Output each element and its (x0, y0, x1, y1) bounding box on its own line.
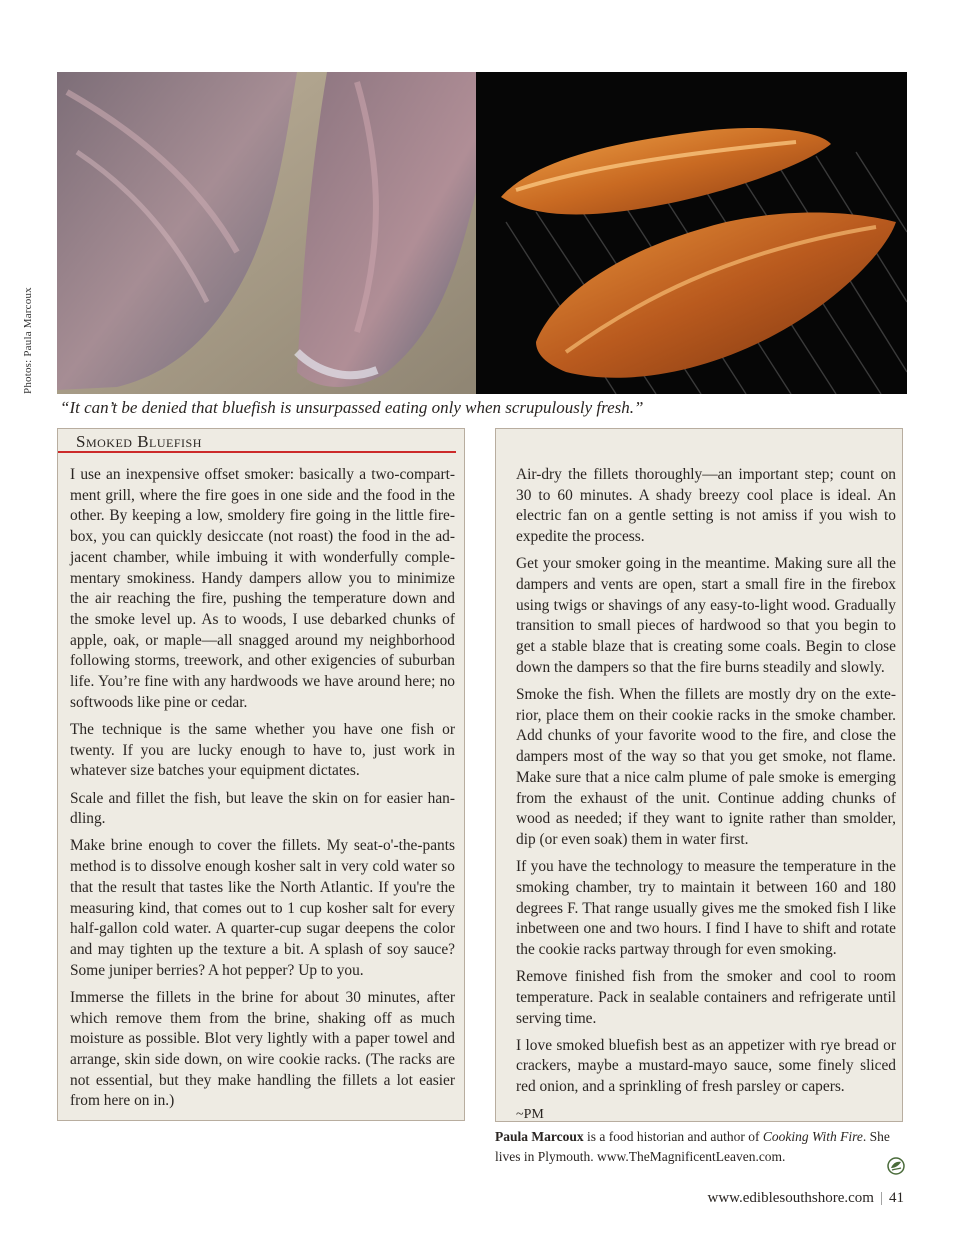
author-signoff: ~PM (516, 1107, 544, 1122)
smoked-bluefish-fillets-photo (476, 72, 907, 394)
book-title: Cooking With Fire (762, 1129, 863, 1144)
paragraph: Get your smoker going in the meantime. Making sure all the dampers and vents are open, start a small fire in the firebox using twigs or shavings of any easy-to-light wood. Gradually transition to small pieces of hardwood so that you begin to get a stable blaze that is creating some coals. Begin to close down the dampers so that the fire burns steadily and slowly. (516, 555, 896, 676)
author-name: Paula Marcoux (495, 1129, 584, 1144)
bio-text: is a food historian and author of (583, 1129, 763, 1144)
photo-credit: Photos: Paula Marcoux (22, 287, 34, 394)
recipe-title: Smoked Bluefish (76, 432, 202, 451)
pull-quote: “It can’t be denied that bluefish is unsurpassed eating only when scrupulously fresh.” (60, 398, 644, 417)
paragraph: Air-dry the fillets thoroughly—an important step; count on 30 to 60 minutes. A shady breezy cool place is ideal. An electric fan on a gentle setting is not amiss if you wish to expedite the process. (516, 466, 896, 546)
paragraph: Smoke the fish. When the fillets are mostly dry on the exte- rior, place them on their cookie racks in the smoke chamber. Add chunks of your favorite wood to the fire, and close the dampers most of the way so that you get smoke, not flame. Make sure that a nice calm plume of pale smoke is emerging from the exhaust of the unit. Continue adding chunks of wood as needed; if they want to ignite rather than smolder, dip (or even soak) them in water first. (516, 686, 896, 848)
footer-separator: | (879, 1190, 883, 1206)
paragraph: I love smoked bluefish best as an appetizer with rye bread or crackers, maybe a mustard-mayo sauce, some finely sliced red onion, and a sprinkling of fresh parsley or capers. (516, 1036, 896, 1096)
paragraph: Immerse the fillets in the brine for about 30 minutes, after which remove them from the brine, shaking off as much moisture as possible. Blot very lightly with a paper towel and arrange, skin side down, on wire cookie racks. (The racks are not essential, but they make handling the fillets a lot easier from here on in.) (70, 988, 455, 1110)
paragraph: The technique is the same whether you have one fish or twenty. If you are lucky enough to have to, just work in whatever size batches your equipment dictates. (70, 720, 455, 780)
paragraph: Scale and fillet the fish, but leave the skin on for easier han- dling. (70, 789, 455, 828)
recipe-column-left (70, 465, 455, 1119)
page-footer (707, 1190, 904, 1207)
page-number: 41 (889, 1190, 904, 1206)
magazine-logo-icon (887, 1157, 905, 1175)
author-bio (495, 1127, 905, 1167)
footer-url[interactable]: www.ediblesouthshore.com (707, 1190, 874, 1206)
paragraph: Remove finished fish from the smoker and cool to room temperature. Pack in sealable containers and refrigerate until serving time. (516, 968, 896, 1027)
paragraph: I use an inexpensive offset smoker: basically a two-compart- ment grill, where the fire goes in one side and the food in the other. By keeping a low, smoldery fire going in the little fire- box, you can quickly desiccate (not roast) the food in the ad- jacent chamber, while imbuing it with wonderfully comple- mentary smokiness. Handy dampers allow you to minimize the air reaching the fire, pushing the temperature down and the smoke level up. As to woods, I use debarked chunks of apple, oak, or maple—all snagged around my neighborhood following storms, treework, and other exigencies of suburban life. You’re fine with any hardwoods we have around here; no softwoods like pine or cedar. (70, 466, 455, 711)
raw-bluefish-fillets-photo (57, 72, 476, 394)
recipe-column-right (516, 465, 896, 1104)
recipe-box-left (57, 428, 465, 1121)
recipe-box-right (495, 428, 903, 1122)
paragraph: If you have the technology to measure the temperature in the smoking chamber, try to maintain it between 160 and 180 degrees F. That range usually gives me the smoked fish I like inbetween one and two hours. I find I have to shift and rotate the cookie racks partway through for even smoking. (516, 858, 896, 958)
title-underline (58, 451, 456, 453)
paragraph: Make brine enough to cover the fillets. My seat-o'-the-pants method is to dissolve enough kosher salt in very cold water so that the result that tastes like the North Atlantic. If you're the measuring kind, that comes out to 1 cup kosher salt for every half-gallon cold water. A quarter-cup sugar deepens the color and may tighten up the texture a bit. A splash of soy sauce? Some juniper berries? A hot pepper? Up to you. (70, 837, 455, 979)
bio-text: . She lives in Plymouth. www.TheMagnificentLeaven.com. (495, 1129, 890, 1164)
